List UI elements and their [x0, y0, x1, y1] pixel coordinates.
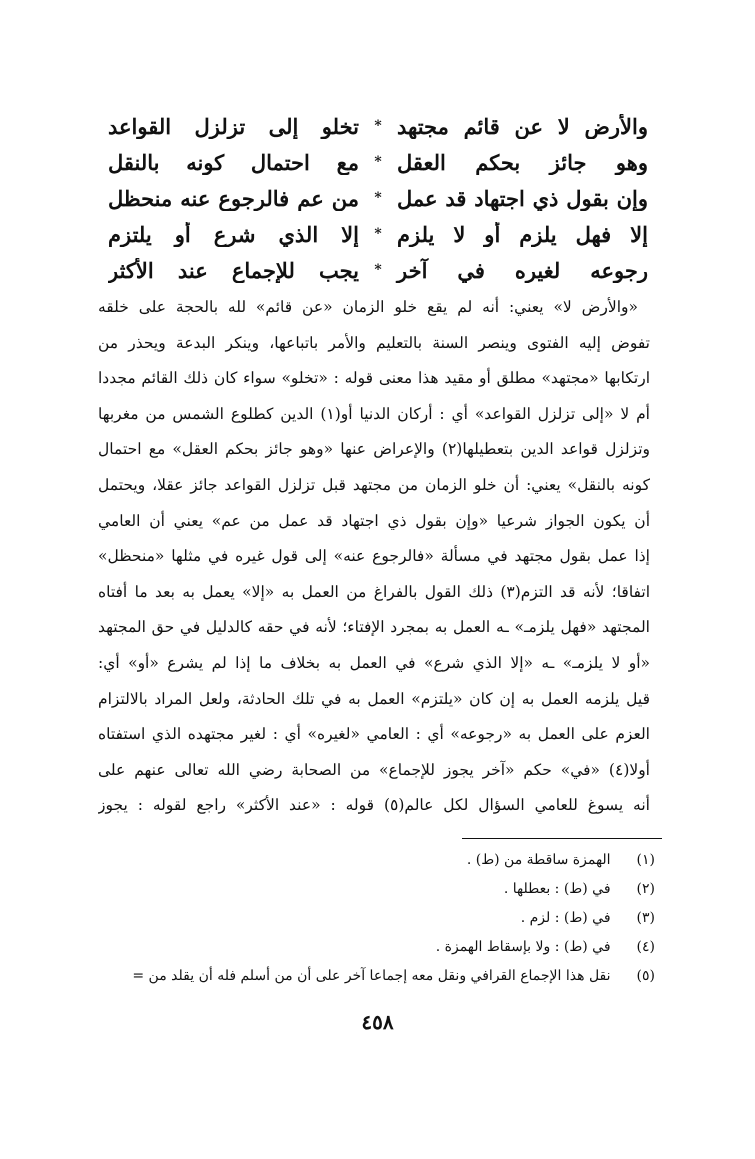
verse-second-hemistich: تخلو إلى تزلزل القواعد — [108, 113, 359, 139]
footnote-text: في (ط) : ولا بإسقاط الهمزة . — [435, 939, 611, 955]
verse-separator-star: * — [374, 262, 382, 278]
verse-second-hemistich: يجب للإجماع عند الأكثر — [108, 257, 359, 283]
commentary-line: قيل يلزمه العمل به إن كان «يلتزم» العمل به في تلك الحادثة، ولعل المراد بالالتزام — [98, 689, 650, 708]
footnotes — [70, 846, 655, 991]
verse-second-hemistich: من عم فالرجوع عنه منحظل — [108, 185, 359, 211]
verse-line — [108, 216, 648, 252]
verse-line — [108, 180, 648, 216]
commentary-line: «أو لا يلزمـ» ـه «إلا الذي شرع» في العمل به بخلاف ما إذا لم يشرع «أو» أي: — [98, 653, 650, 672]
commentary-line: أنه يسوغ للعامي السؤال لكل عالم(٥) قوله : «عند الأكثر» راجع لقوله : يجوز — [98, 796, 650, 815]
verse-separator-star: * — [374, 118, 382, 134]
footnote — [70, 904, 655, 933]
footnote — [70, 875, 655, 904]
commentary-line: كونه بالنقل» يعني: أن خلو الزمان من مجتهد قبل تزلزل القواعد جائز عقلا، ويحتمل — [98, 475, 650, 494]
footnote-divider — [462, 838, 662, 839]
commentary-line: المجتهد «فهل يلزمـ» ـه العمل به بمجرد الإفتاء؛ لأنه في حقه كالدليل في حق المجتهد — [98, 618, 650, 637]
verse-first-hemistich: وهو جائز بحكم العقل — [397, 149, 648, 175]
commentary-line: أن يكون الجواز شرعيا «وإن بقول ذي اجتهاد قد عمل من عم» يعني أن العامي — [98, 511, 650, 530]
footnote-text: في (ط) : بعطلها . — [503, 881, 611, 897]
verse-line — [108, 108, 648, 144]
page-number: ٤٥٨ — [361, 1010, 394, 1034]
verse-second-hemistich: مع احتمال كونه بالنقل — [108, 149, 359, 175]
commentary-line: العزم على العمل به «رجوعه» أي : العامي «لغيره» أي : لغير مجتهده الذي استفتاه — [98, 725, 650, 744]
verse-line — [108, 252, 648, 288]
footnote-text: نقل هذا الإجماع القرافي ونقل معه إجماعا آخر على أن من أسلم فله أن يقلد من = — [132, 968, 611, 984]
footnote — [70, 933, 655, 962]
verse-first-hemistich: إلا فهل يلزم أو لا يلزم — [397, 221, 648, 247]
commentary-line: إذا عمل بقول مجتهد في مسألة «فالرجوع عنه» إلى قول غيره في مثلها «منحظل» — [98, 547, 650, 566]
footnote-number: (٣) — [636, 910, 655, 926]
verse-line — [108, 144, 648, 180]
commentary-line: وتزلزل قواعد الدين بتعطيلها(٢) والإعراض عنها «وهو جائز بحكم العقل» مع احتمال — [98, 440, 650, 459]
verse-second-hemistich: إلا الذي شرع أو يلتزم — [108, 221, 359, 247]
commentary-line: تفوض إليه الفتوى وينصر السنة بالتعليم والأمر باتباعها، وينكر البدعة ويحذر من — [98, 333, 650, 352]
footnote — [70, 962, 655, 991]
footnote-text: الهمزة ساقطة من (ط) . — [466, 852, 611, 868]
footnote-text: في (ط) : لزم . — [520, 910, 611, 926]
verse-separator-star: * — [374, 226, 382, 242]
commentary-line: «والأرض لا» يعني: أنه لم يقع خلو الزمان «عن قائم» لله بالحجة على خلقه — [98, 298, 638, 316]
verse-separator-star: * — [374, 190, 382, 206]
commentary-line: اتفاقا؛ لأنه قد التزم(٣) ذلك القول بالفراغ من العمل به «إلا» يعمل به بعد ما أفتاه — [98, 582, 650, 601]
commentary-line: أولا(٤) «في» حكم «آخر يجوز للإجماع» من الصحابة رضي الله تعالى عنهم على — [98, 760, 650, 779]
verse-first-hemistich: والأرض لا عن قائم مجتهد — [397, 113, 648, 139]
verse-first-hemistich: وإن بقول ذي اجتهاد قد عمل — [397, 185, 648, 211]
verse-separator-star: * — [374, 154, 382, 170]
footnote-number: (٤) — [636, 939, 655, 955]
footnote-number: (٢) — [636, 881, 655, 897]
verse-first-hemistich: رجوعه لغيره في آخر — [397, 257, 648, 283]
commentary-line: ارتكابها «مجتهد» مطلق أو مقيد هذا معنى قوله : «تخلو» سواء كان ذلك القائم مجددا — [98, 369, 650, 388]
verse-block — [108, 108, 648, 288]
commentary-text — [98, 290, 650, 824]
footnote — [70, 846, 655, 875]
footnote-number: (٥) — [636, 968, 655, 984]
footnote-number: (١) — [636, 852, 655, 868]
commentary-line: أم لا «إلى تزلزل القواعد» أي : أركان الدنيا أو(١) الدين كطلوع الشمس من مغربها — [98, 404, 650, 423]
